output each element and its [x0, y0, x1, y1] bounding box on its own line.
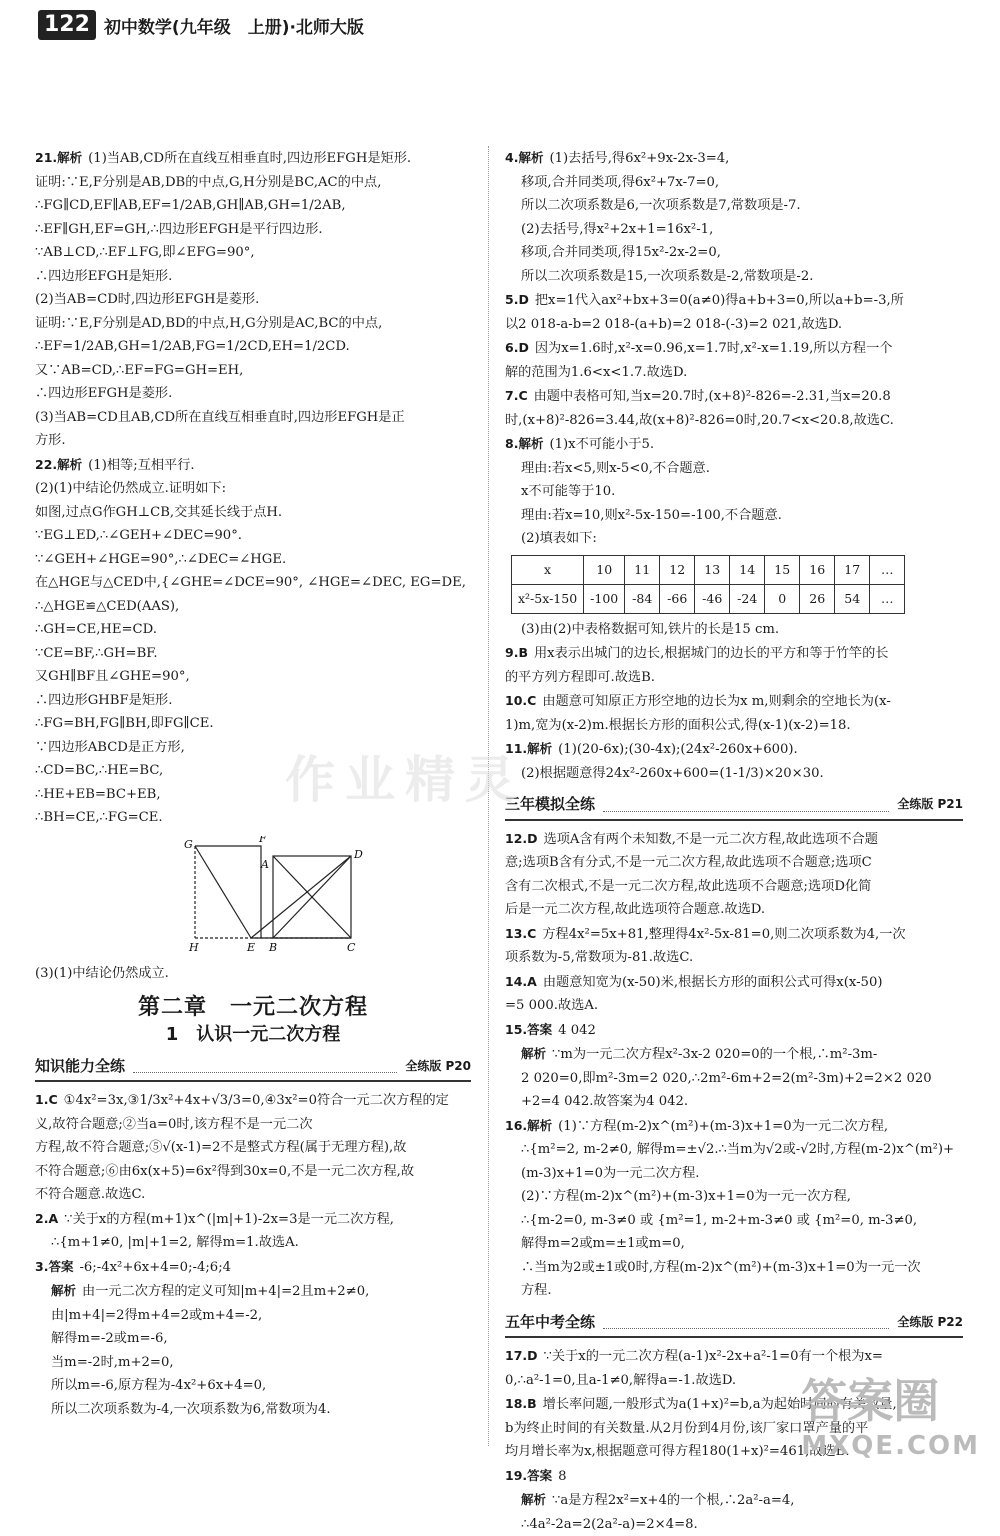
q22-end: (3)(1)中结论仍然成立. [35, 962, 471, 986]
q15-answer: 15.答案 4 042 [505, 1018, 963, 1043]
q16-line-5: 解得m=2或m=±1或m=0, [505, 1232, 963, 1256]
q5-line-0: 5.D 把x=1代入ax²+bx+3=0(a≠0)得a+b+3=0,所以a+b=-3,所 [505, 288, 963, 313]
q21-line-5: ∴四边形EFGH是矩形. [35, 265, 471, 289]
q22-line-4: ∵∠GEH+∠HGE=90°,∴∠DEC=∠HGE. [35, 548, 471, 572]
q21-line-7: 证明:∵E,F分别是AD,BD的中点,H,G分别是AC,BC的中点, [35, 312, 471, 336]
q21-line-12: 方形. [35, 429, 471, 453]
q3-line-1: 由|m+4|=2得m+4=2或m+4=-2, [35, 1304, 471, 1328]
q4-line-0: 4.解析 (1)去括号,得6x²+9x-2x-3=4, [505, 146, 963, 171]
q22-line-14: ∴HE+EB=BC+EB, [35, 783, 471, 807]
q22-line-5: 在△HGE与△CED中,{∠GHE=∠DCE=90°, ∠HGE=∠DEC, EG=DE, [35, 571, 471, 595]
q8-line-1: 理由:若x<5,则x-5<0,不合题意. [505, 457, 963, 481]
section-page: 全练版 P22 [897, 1311, 963, 1335]
q4-line-4: 移项,合并同类项,得15x²-2x-2=0, [505, 241, 963, 265]
q16-line-1: ∴{m²=2, m-2≠0, 解得m=±√2.∴当m为√2或-√2时,方程(m-2)x^(m²)+ [505, 1138, 963, 1162]
site-stamp [801, 1365, 980, 1461]
q22-line-10: ∴四边形GHBF是矩形. [35, 689, 471, 713]
section-name: 三年模拟全练 [505, 793, 595, 817]
q18-line-2: 均月增长率为x,根据题意可得方程180(1+x)²=461,故选B. [505, 1440, 963, 1464]
q8-end: (3)由(2)中表格数据可知,铁片的长是15 cm. [505, 618, 963, 642]
q1-line-4: 不符合题意.故选C. [35, 1183, 471, 1207]
label-F: F [258, 836, 267, 845]
lesson-title: 1 认识一元二次方程 [35, 1023, 471, 1047]
q4-line-3: (2)去括号,得x²+2x+1=16x²-1, [505, 218, 963, 242]
q1-line-1: 义,故符合题意;②当a=0时,该方程不是一元二次 [35, 1113, 471, 1137]
q14-line-1: =5 000.故选A. [505, 994, 963, 1018]
section-five-year [505, 1311, 963, 1339]
q22-line-7: ∴GH=CE,HE=CD. [35, 618, 471, 642]
q11-line-1: (2)根据题意得24x²-260x+600=(1-1/3)×20×30. [505, 762, 963, 786]
q4-line-5: 所以二次项系数是15,一次项系数是-2,常数项是-2. [505, 265, 963, 289]
q22-line-6: ∴△HGE≌△CED(AAS), [35, 595, 471, 619]
q17-line-0: 17.D ∵关于x的一元二次方程(a-1)x²-2x+a²-1=0有一个根为x= [505, 1344, 963, 1369]
section-name: 知识能力全练 [35, 1055, 125, 1079]
label-C: C [347, 941, 356, 954]
q22-line-12: ∵四边形ABCD是正方形, [35, 736, 471, 760]
q8-line-4: (2)填表如下: [505, 527, 963, 551]
q16-line-2: (m-3)x+1=0为一元二次方程. [505, 1162, 963, 1186]
q22-line-1: (2)(1)中结论仍然成立.证明如下: [35, 477, 471, 501]
q15-line-1: 2 020=0,即m²-3m=2 020,∴2m²-6m+2=2(m²-3m)+2=2×2 020 [505, 1067, 963, 1091]
q4-line-1: 移项,合并同类项,得6x²+7x-7=0, [505, 171, 963, 195]
q21-line-10: ∴四边形EFGH是菱形. [35, 382, 471, 406]
q1-line-0: 1.C ①4x²=3x,③1/3x²+4x+√3/3=0,④3x²=0符合一元二次方程的定 [35, 1088, 471, 1113]
q21-line-1: 证明:∵E,F分别是AB,DB的中点,G,H分别是BC,AC的中点, [35, 171, 471, 195]
q16-line-3: (2)∵方程(m-2)x^(m²)+(m-3)x+1=0为一元一次方程, [505, 1185, 963, 1209]
q19-line-1: ∴4a²-2a=2(2a²-a)=2×4=8. [505, 1513, 963, 1536]
section-name: 五年中考全练 [505, 1311, 595, 1335]
q12-line-2: 含有二次根式,不是一元二次方程,故此选项不合题意;选项D化简 [505, 875, 963, 899]
stamp-url: MXQE.COM [801, 1431, 980, 1461]
q12-line-1: 意;选项B含有分式,不是一元二次方程,故此选项不合题意;选项C [505, 851, 963, 875]
q3-line-4: 所以m=-6,原方程为-4x²+6x+4=0, [35, 1374, 471, 1398]
q4-line-2: 所以二次项系数是6,一次项系数是7,常数项是-7. [505, 194, 963, 218]
q16-line-6: ∴当m为2或±1或0时,方程(m-2)x^(m²)+(m-3)x+1=0为一元一次 [505, 1256, 963, 1280]
q1-line-2: 方程,故不符合题意;⑤√(x-1)=2不是整式方程(属于无理方程),故 [35, 1136, 471, 1160]
q22-line-2: 如图,过点G作GH⊥CB,交其延长线于点H. [35, 501, 471, 525]
q22-line-8: ∵CE=BF,∴GH=BF. [35, 642, 471, 666]
q21-line-11: (3)当AB=CD且AB,CD所在直线互相垂直时,四边形EFGH是正 [35, 406, 471, 430]
q2-line-1: ∴{m+1≠0, |m|+1=2, 解得m=1.故选A. [35, 1231, 471, 1255]
q21-line-4: ∵AB⊥CD,∴EF⊥FG,即∠EFG=90°, [35, 241, 471, 265]
q22-line-9: 又GH∥BF且∠GHE=90°, [35, 665, 471, 689]
q7-line-0: 7.C 由题中表格可知,当x=20.7时,(x+8)²-826=-2.31,当x=20.8 [505, 384, 963, 409]
q21-line-0: 21.解析 (1)当AB,CD所在直线互相垂直时,四边形EFGH是矩形. [35, 146, 471, 171]
q22-line-13: ∴CD=BC,∴HE=BC, [35, 759, 471, 783]
q22-line-15: ∴BH=CE,∴FG=CE. [35, 806, 471, 830]
q11-line-0: 11.解析 (1)(20-6x);(30-4x);(24x²-260x+600). [505, 737, 963, 762]
watermark: 作业精灵 [285, 740, 525, 812]
q12-line-0: 12.D 选项A含有两个未知数,不是一元二次方程,故此选项不合题 [505, 827, 963, 852]
q13-line-1: 项系数为-5,常数项为-81.故选C. [505, 946, 963, 970]
q15-line-0: 解析 ∵m为一元二次方程x²-3x-2 020=0的一个根,∴m²-3m- [505, 1042, 963, 1067]
book-title: 初中数学(九年级 上册)·北师大版 [104, 13, 364, 38]
value-table [511, 555, 905, 614]
q9-line-0: 9.B 用x表示出城门的边长,根据城门的边长的平方和等于竹竿的长 [505, 641, 963, 666]
section-knowledge [35, 1055, 471, 1083]
q10-line-1: 1)m,宽为(x-2)m.根据长方形的面积公式,得(x-1)(x-2)=18. [505, 714, 963, 738]
q8-line-2: x不可能等于10. [505, 480, 963, 504]
q13-line-0: 13.C 方程4x²=5x+81,整理得4x²-5x-81=0,则二次项系数为4,一次 [505, 922, 963, 947]
q22-line-0: 22.解析 (1)相等;互相平行. [35, 453, 471, 478]
q6-line-0: 6.D 因为x=1.6时,x²-x=0.96,x=1.7时,x²-x=1.19,所以方程一个 [505, 336, 963, 361]
q7-line-1: 时,(x+8)²-826=3.44,故(x+8)²-826=0时,20.7<x<20.8,故选C. [505, 409, 963, 433]
section-page: 全练版 P20 [405, 1055, 471, 1079]
q14-line-0: 14.A 由题意知宽为(x-50)米,根据长方形的面积公式可得x(x-50) [505, 970, 963, 995]
label-A: A [260, 858, 269, 871]
q21-line-2: ∴FG∥CD,EF∥AB,EF=1/2AB,GH∥AB,GH=1/2AB, [35, 194, 471, 218]
q6-line-1: 解的范围为1.6<x<1.7.故选D. [505, 361, 963, 385]
q5-line-1: 以2 018-a-b=2 018-(a+b)=2 018-(-3)=2 021,故选D. [505, 313, 963, 337]
q18-line-0: 18.B 增长率问题,一般形式为a(1+x)²=b,a为起始时间的有关数量, [505, 1392, 963, 1417]
q8-line-3: 理由:若x=10,则x²-5x-150=-100,不合题意. [505, 504, 963, 528]
q3-line-3: 当m=-2时,m+2=0, [35, 1351, 471, 1375]
q12-line-3: 后是一元二次方程,故此选项符合题意.故选D. [505, 898, 963, 922]
label-B: B [268, 941, 277, 954]
q21-line-9: 又∵AB=CD,∴EF=FG=GH=EH, [35, 359, 471, 383]
stamp-logo: 答案圈 [801, 1365, 980, 1431]
q19-answer: 19.答案 8 [505, 1464, 963, 1489]
q8-line-0: 8.解析 (1)x不可能小于5. [505, 432, 963, 457]
q21-line-6: (2)当AB=CD时,四边形EFGH是菱形. [35, 288, 471, 312]
page-number: 122 [38, 10, 96, 40]
label-E: E [246, 941, 255, 954]
table-row: x²-5x-150 -100 -84 -66 -46 -24 0 26 54 … [512, 584, 905, 613]
q17-line-1: 0,∴a²-1=0,且a-1≠0,解得a=-1.故选D. [505, 1369, 963, 1393]
q16-line-7: 方程. [505, 1279, 963, 1303]
geometry-figure-svg [175, 836, 375, 954]
q1-line-3: 不符合题意;⑥由6x(x+5)=6x²得到30x=0,不是一元二次方程,故 [35, 1160, 471, 1184]
label-G: G [184, 838, 193, 851]
section-three-year [505, 793, 963, 821]
q3-answer: 3.答案 -6;-4x²+6x+4=0;-4;6;4 [35, 1255, 471, 1280]
q16-line-0: 16.解析 (1)∵方程(m-2)x^(m²)+(m-3)x+1=0为一元二次方程, [505, 1114, 963, 1139]
q21-line-3: ∴EF∥GH,EF=GH,∴四边形EFGH是平行四边形. [35, 218, 471, 242]
q21-line-8: ∴EF=1/2AB,GH=1/2AB,FG=1/2CD,EH=1/2CD. [35, 335, 471, 359]
q16-line-4: ∴{m-2=0, m-3≠0 或 {m²=1, m-2+m-3≠0 或 {m²=0, m-3≠0, [505, 1209, 963, 1233]
q22-line-3: ∵EG⊥ED,∴∠GEH+∠DEC=90°. [35, 524, 471, 548]
q9-line-1: 的平方列方程即可.故选B. [505, 666, 963, 690]
q18-line-1: b为终止时间的有关数量.从2月份到4月份,该厂家口罩产量的平 [505, 1417, 963, 1441]
q22-line-11: ∴FG=BH,FG∥BH,即FG∥CE. [35, 712, 471, 736]
table-row: x 10 11 12 13 14 15 16 17 … [512, 555, 905, 584]
label-H: H [188, 941, 199, 954]
q19-line-0: 解析 ∵a是方程2x²=x+4的一个根,∴2a²-a=4, [505, 1488, 963, 1513]
q2-line-0: 2.A ∵关于x的方程(m+1)x^(|m|+1)-2x=3是一元二次方程, [35, 1207, 471, 1232]
right-column [505, 146, 963, 1536]
q15-line-2: +2=4 042.故答案为4 042. [505, 1090, 963, 1114]
section-page: 全练版 P21 [897, 793, 963, 817]
q10-line-0: 10.C 由题意可知原正方形空地的边长为x m,则剩余的空地长为(x- [505, 689, 963, 714]
label-D: D [353, 848, 363, 861]
q3-line-2: 解得m=-2或m=-6, [35, 1327, 471, 1351]
page-header [38, 8, 364, 42]
chapter-title: 第二章 一元二次方程 [35, 996, 471, 1020]
q3-line-5: 所以二次项系数为-4,一次项系数为6,常数项为4. [35, 1398, 471, 1422]
q3-line-0: 解析 由一元二次方程的定义可知|m+4|=2且m+2≠0, [35, 1279, 471, 1304]
geometry-figure [175, 836, 471, 963]
